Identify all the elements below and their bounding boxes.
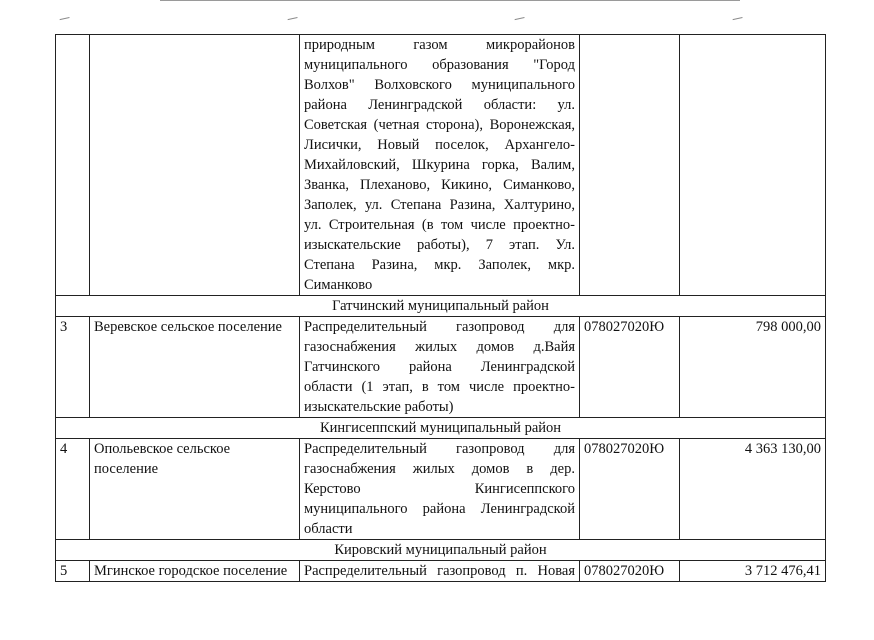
municipality-name: Веревское сельское поселение	[90, 317, 300, 418]
description-line: Волхов" Волховского муниципального	[304, 77, 575, 93]
description-line: изыскательские работы)	[304, 399, 454, 415]
description-line: Степана Разина, мкр. Заполек, мкр.	[304, 257, 575, 273]
object-description	[300, 317, 580, 418]
description-line: муниципального образования "Город	[304, 57, 575, 73]
section-row	[56, 540, 826, 561]
row-number: 5	[56, 561, 90, 582]
description-line: района Ленинградской области: ул.	[304, 97, 575, 113]
row-number: 4	[56, 439, 90, 540]
table-row	[56, 561, 826, 582]
budget-code: 078027020Ю	[580, 439, 680, 540]
amount	[680, 35, 826, 296]
scan-mark	[60, 17, 71, 24]
description-line: изыскательские работы), 7 этап. Ул.	[304, 237, 575, 253]
section-title: Гатчинский муниципальный район	[56, 296, 826, 317]
table-row	[56, 317, 826, 418]
description-line: Симанково	[304, 277, 373, 293]
municipality-name: Мгинское городское поселение	[90, 561, 300, 582]
scan-mark	[515, 17, 526, 24]
municipality-name	[90, 35, 300, 296]
amount: 4 363 130,00	[680, 439, 826, 540]
amount: 3 712 476,41	[680, 561, 826, 582]
description-line: природным газом микрорайонов	[304, 37, 575, 53]
scan-mark	[733, 17, 744, 24]
page-top-border	[160, 0, 740, 2]
description-line: области	[304, 521, 353, 537]
scan-mark	[288, 17, 299, 24]
description-line: газоснабжения жилых домов д.Вайя	[304, 339, 575, 355]
budget-code: 078027020Ю	[580, 317, 680, 418]
budget-code: 078027020Ю	[580, 561, 680, 582]
object-description	[300, 561, 580, 582]
description-line: Званка, Плеханово, Кикино, Симанково,	[304, 177, 575, 193]
description-line: области (1 этап, в том числе проектно-	[304, 379, 575, 395]
municipality-name: Опольевское сельское поселение	[90, 439, 300, 540]
table-row	[56, 35, 826, 296]
section-title: Кингисеппский муниципальный район	[56, 418, 826, 439]
description-line: газоснабжения жилых домов в дер.	[304, 461, 575, 477]
object-description	[300, 35, 580, 296]
row-number	[56, 35, 90, 296]
description-line: Лисички, Новый поселок, Архангело-	[304, 137, 575, 153]
description-line: ул. Строительная (в том числе проектно-	[304, 217, 575, 233]
row-number: 3	[56, 317, 90, 418]
table-row	[56, 439, 826, 540]
description-line: Михайловский, Шкурина горка, Валим,	[304, 157, 575, 173]
description-line: Гатчинского района Ленинградской	[304, 359, 575, 375]
description-line: Заполек, ул. Степана Разина, Халтурино,	[304, 197, 575, 213]
section-title: Кировский муниципальный район	[56, 540, 826, 561]
section-row	[56, 418, 826, 439]
description-line: Распределительный газопровод для	[304, 441, 575, 457]
amount: 798 000,00	[680, 317, 826, 418]
funding-table	[55, 34, 826, 582]
object-description	[300, 439, 580, 540]
budget-code	[580, 35, 680, 296]
description-line: муниципального района Ленинградской	[304, 501, 575, 517]
description-line: Распределительный газопровод п. Новая	[304, 563, 575, 579]
description-line: Распределительный газопровод для	[304, 319, 575, 335]
description-line: Керстово Кингисеппского	[304, 481, 575, 497]
section-row	[56, 296, 826, 317]
description-line: Советская (четная сторона), Воронежская,	[304, 117, 575, 133]
